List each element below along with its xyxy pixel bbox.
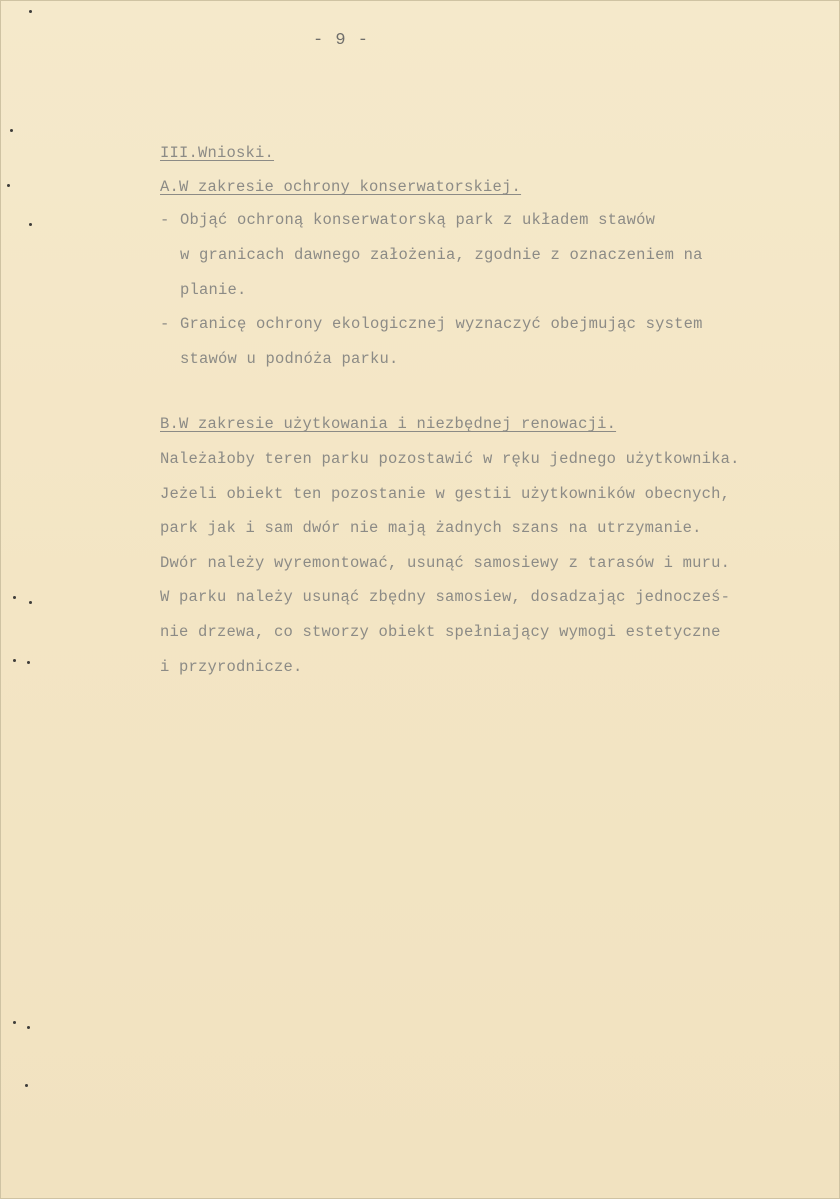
section-b-heading: B.W zakresie użytkowania i niezbędnej renowacji. — [160, 415, 617, 433]
text-line: W parku należy usunąć zbędny samosiew, dosadzając jednocześ- — [160, 588, 731, 607]
section-title: III.Wnioski. — [160, 144, 275, 162]
paper-speck — [7, 184, 10, 187]
paper-speck — [29, 601, 32, 604]
text-line: i przyrodnicze. — [160, 657, 303, 676]
paper-speck — [27, 1026, 30, 1029]
paper-speck — [29, 223, 32, 226]
paper-speck — [13, 596, 16, 599]
page-number: - 9 - — [313, 31, 370, 50]
text-line: park jak i sam dwór nie mają żadnych szans na utrzymanie. — [160, 519, 702, 538]
paper-speck — [13, 1021, 16, 1024]
text-line: Objąć ochroną konserwatorską park z układem stawów — [180, 211, 656, 229]
text-line: w granicach dawnego założenia, zgodnie z oznaczeniem na — [180, 246, 703, 264]
section-b-paragraph — [160, 442, 820, 684]
paper-speck — [13, 659, 16, 662]
section-a-heading: A.W zakresie ochrony konserwatorskiej. — [160, 178, 522, 196]
text-line: Należałoby teren parku pozostawić w ręku jednego użytkownika. — [160, 450, 740, 468]
text-line: planie. — [180, 281, 247, 299]
text-line: Dwór należy wyremontować, usunąć samosiewy z tarasów i muru. — [160, 553, 731, 572]
paper-speck — [10, 129, 13, 132]
paper-speck — [29, 10, 32, 13]
list-dash: - — [160, 315, 170, 333]
text-line: Granicę ochrony ekologicznej wyznaczyć obejmując system — [180, 315, 703, 333]
list-item — [160, 203, 780, 308]
text-line: stawów u podnóża parku. — [180, 350, 399, 368]
text-line: nie drzewa, co stworzy obiekt spełniający wymogi estetyczne — [160, 622, 721, 641]
text-line: Jeżeli obiekt ten pozostanie w gestii użytkowników obecnych, — [160, 484, 731, 503]
paper-speck — [25, 1084, 28, 1087]
list-item — [160, 307, 780, 377]
list-dash: - — [160, 211, 170, 229]
paper-speck — [27, 661, 30, 664]
